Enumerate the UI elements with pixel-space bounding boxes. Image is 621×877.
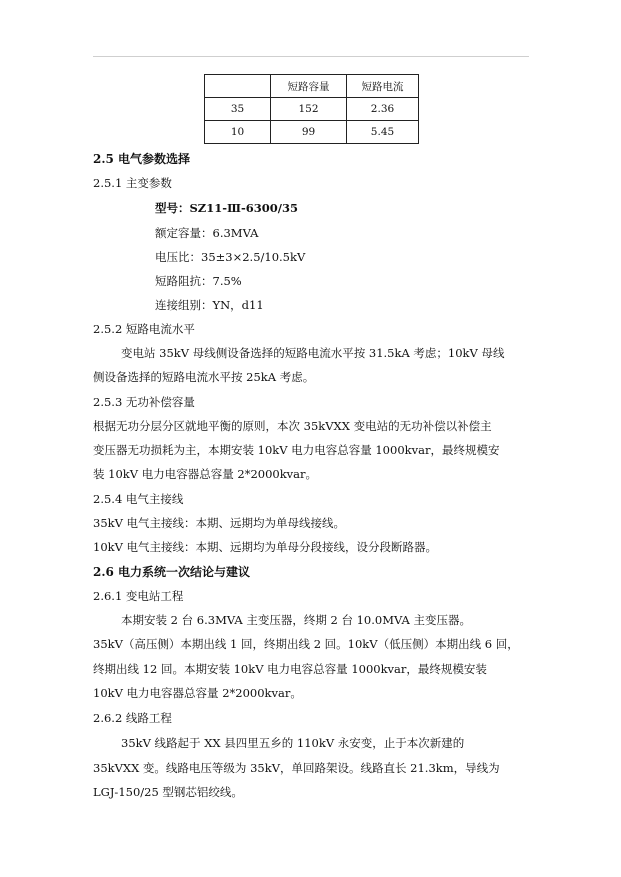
section-heading-2-5: 2.5 电气参数选择 [93, 152, 191, 166]
short-circuit-impedance: 短路阻抗：7.5% [155, 274, 242, 288]
subsection-heading-2-5-3: 2.5.3 无功补偿容量 [93, 395, 195, 409]
subsection-heading-2-6-1: 2.6.1 变电站工程 [93, 589, 184, 603]
rated-capacity: 额定容量：6.3MVA [155, 226, 259, 240]
paragraph-line: 35kV（高压侧）本期出线 1 回，终期出线 2 回。10kV（低压侧）本期出线 6 回， [93, 637, 519, 651]
table-cell: 2.36 [347, 98, 419, 121]
short-circuit-table [204, 74, 419, 144]
table-header-row [205, 75, 419, 98]
table-header-cell: 短路电流 [347, 75, 419, 98]
table-header-cell: 短路容量 [271, 75, 347, 98]
paragraph-line: 35kV 电气主接线：本期、远期均为单母线接线。 [93, 516, 346, 530]
header-rule [93, 56, 529, 57]
paragraph-line: 35kVXX 变。线路电压等级为 35kV，单回路架设。线路直长 21.3km，导线为 [93, 761, 500, 775]
transformer-model: 型号：SZ11-Ⅲ-6300/35 [155, 201, 298, 215]
table-cell: 10 [205, 121, 271, 144]
table-cell: 152 [271, 98, 347, 121]
paragraph-line: 侧设备选择的短路电流水平按 25kA 考虑。 [93, 370, 315, 384]
paragraph-line: 10kV 电力电容器总容量 2*2000kvar。 [93, 686, 302, 700]
paragraph-line: 35kV 线路起于 XX 县四里五乡的 110kV 永安变，止于本次新建的 [121, 736, 465, 750]
connection-group: 连接组别：YN，d11 [155, 298, 264, 312]
paragraph-line: 装 10kV 电力电容器总容量 2*2000kvar。 [93, 467, 318, 481]
paragraph-line: 本期安装 2 台 6.3MVA 主变压器，终期 2 台 10.0MVA 主变压器。 [121, 613, 471, 627]
paragraph-line: 10kV 电气主接线：本期、远期均为单母分段接线，设分段断路器。 [93, 540, 438, 554]
paragraph-line: LGJ-150/25 型钢芯铝绞线。 [93, 785, 243, 799]
table-cell: 35 [205, 98, 271, 121]
section-heading-2-6: 2.6 电力系统一次结论与建议 [93, 565, 251, 579]
paragraph-line: 终期出线 12 回。本期安装 10kV 电力电容总容量 1000kvar，最终规模安装 [93, 662, 487, 676]
table-cell: 5.45 [347, 121, 419, 144]
subsection-heading-2-6-2: 2.6.2 线路工程 [93, 711, 172, 725]
subsection-heading-2-5-4: 2.5.4 电气主接线 [93, 492, 184, 506]
table-header-cell [205, 75, 271, 98]
paragraph-line: 变压器无功损耗为主，本期安装 10kV 电力电容总容量 1000kvar，最终规模安 [93, 443, 500, 457]
table-row [205, 98, 419, 121]
table-cell: 99 [271, 121, 347, 144]
paragraph-line: 根据无功分层分区就地平衡的原则，本次 35kVXX 变电站的无功补偿以补偿主 [93, 419, 492, 433]
subsection-heading-2-5-2: 2.5.2 短路电流水平 [93, 322, 195, 336]
table-row [205, 121, 419, 144]
voltage-ratio: 电压比：35±3×2.5/10.5kV [155, 250, 306, 264]
paragraph-line: 变电站 35kV 母线侧设备选择的短路电流水平按 31.5kA 考虑；10kV 母线 [121, 346, 505, 360]
subsection-heading-2-5-1: 2.5.1 主变参数 [93, 176, 172, 190]
